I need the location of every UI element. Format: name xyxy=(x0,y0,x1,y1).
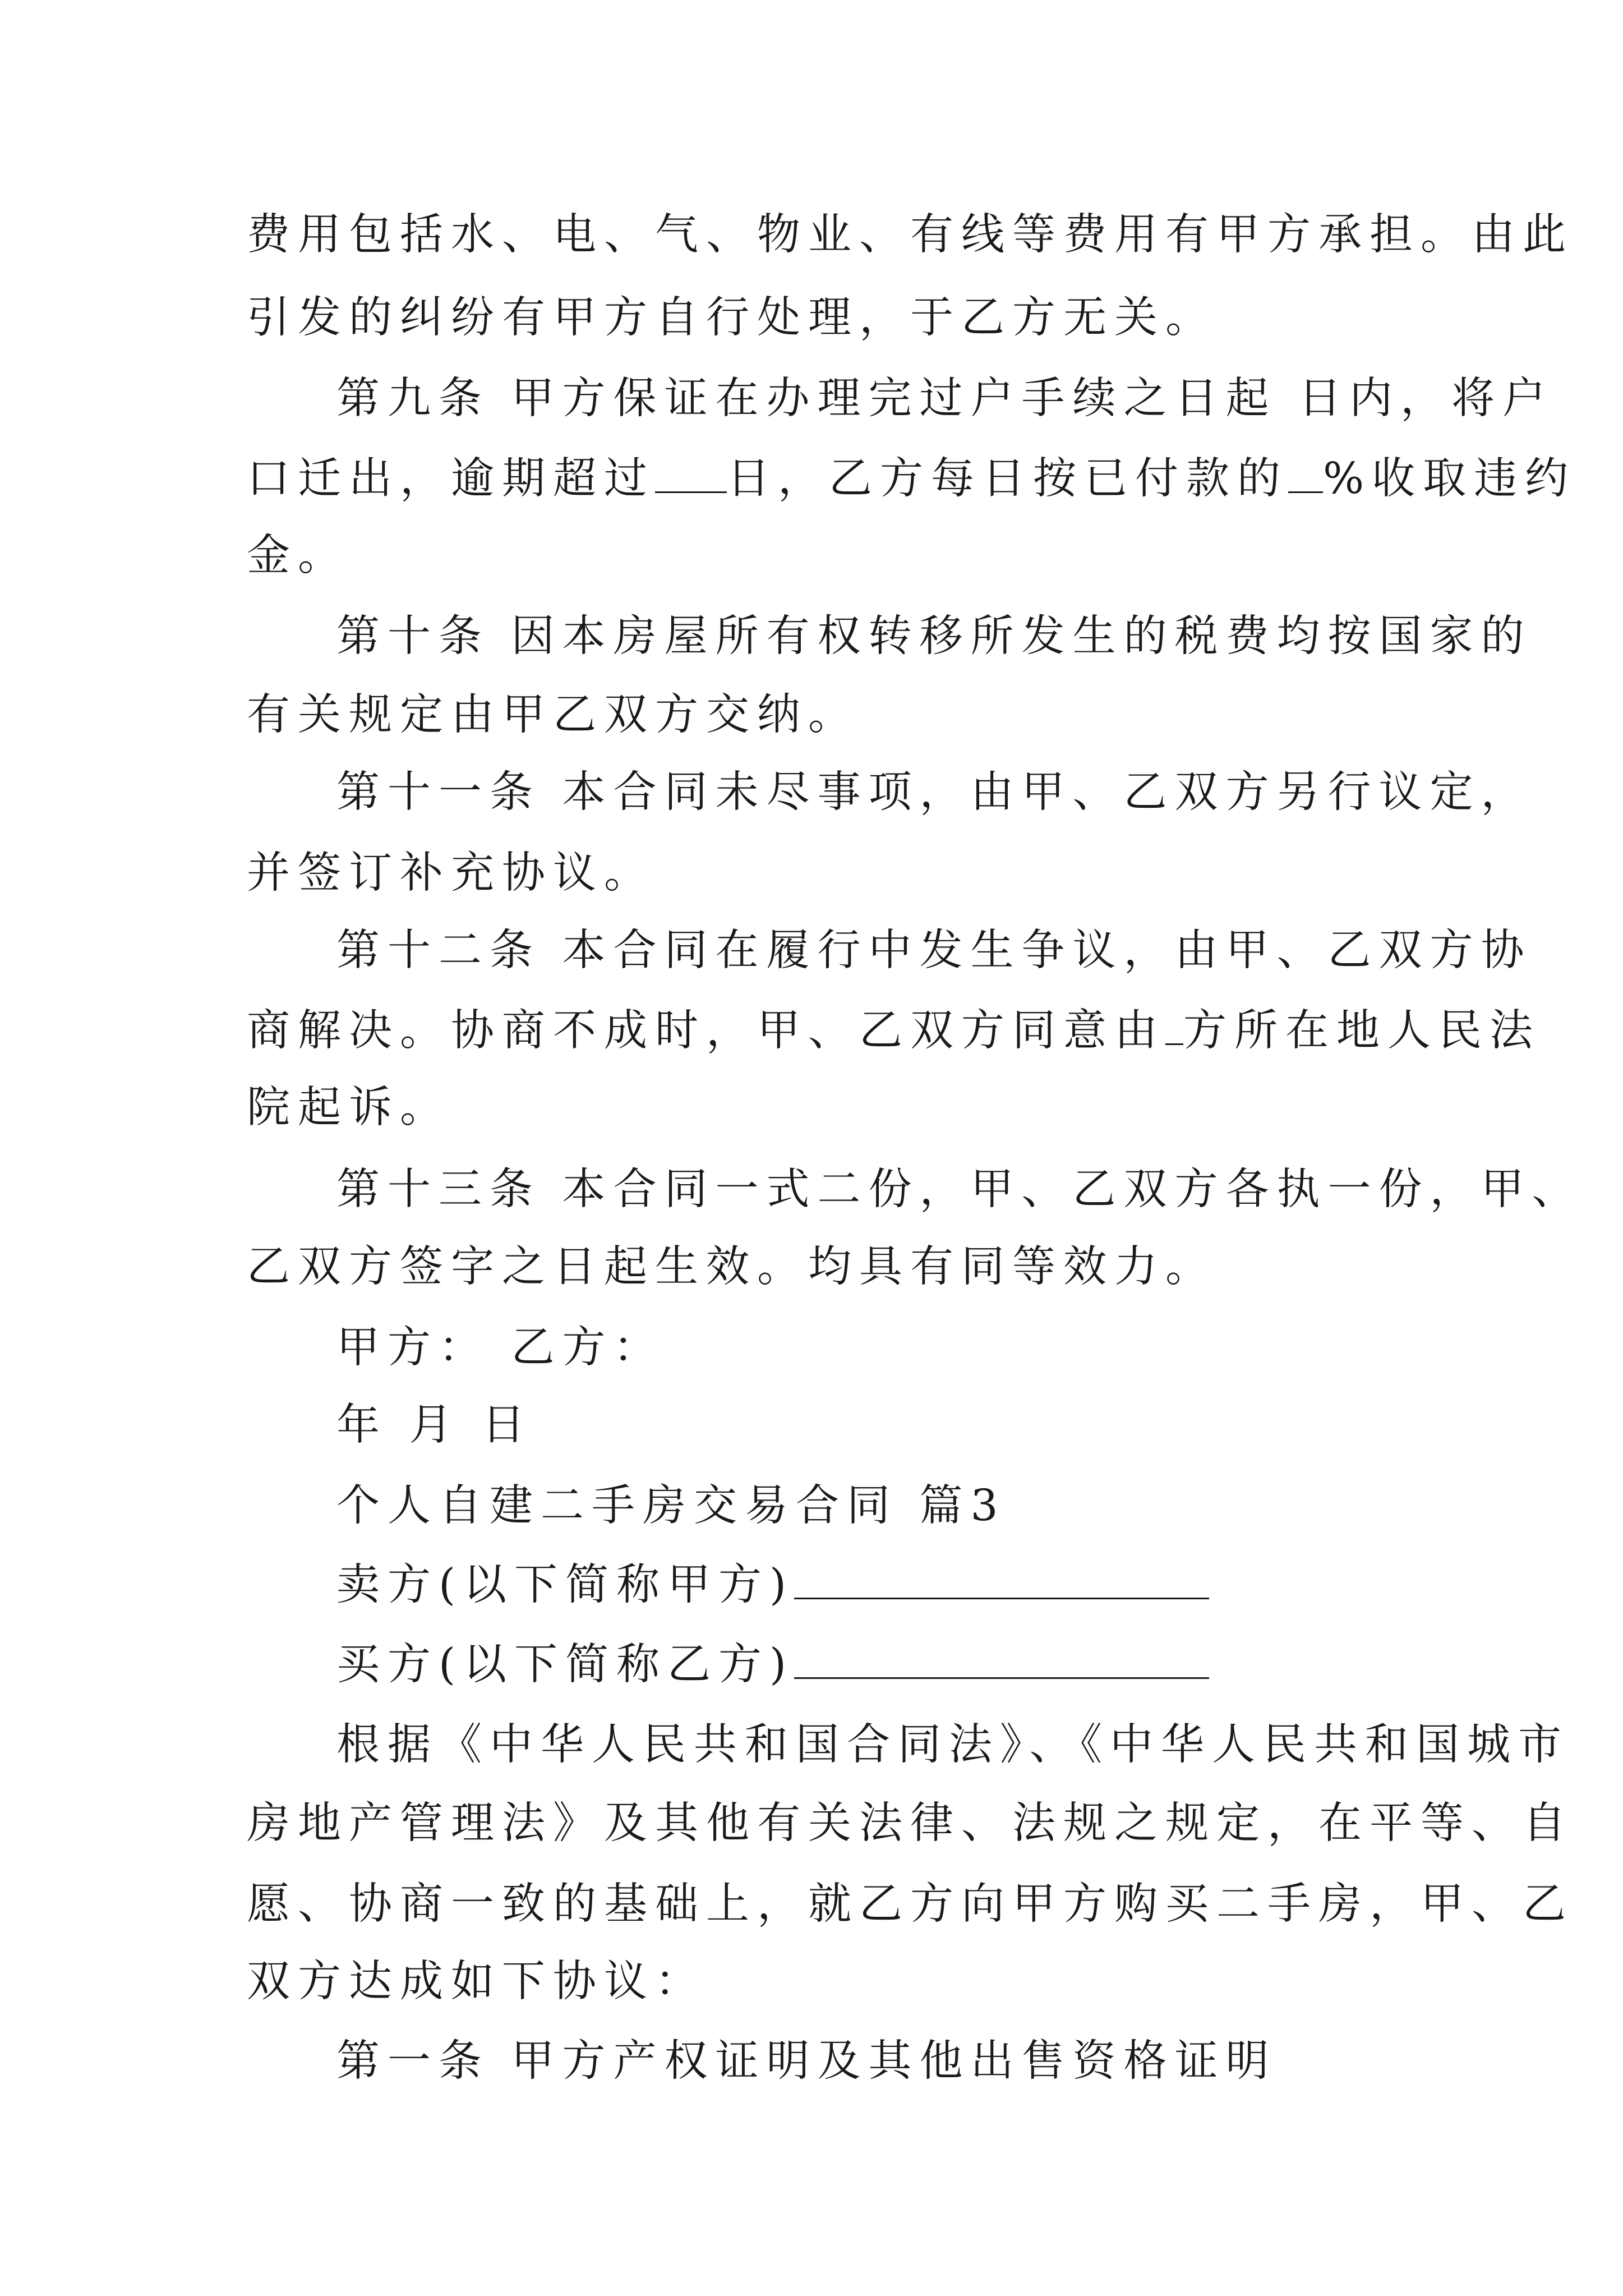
text-segment: 日，乙方每日按已付款的 xyxy=(727,454,1288,504)
article-11-line-1: 第十一条 本合同未尽事项，由甲、乙双方另行议定， xyxy=(336,767,1532,817)
article-9-line-2 xyxy=(247,454,1576,504)
seller-line xyxy=(336,1560,1209,1610)
article-10-line-1: 第十条 因本房屋所有权转移所发生的税费均按国家的 xyxy=(336,611,1532,661)
article-9-line-3: 金。 xyxy=(247,531,349,581)
buyer-line xyxy=(336,1640,1209,1690)
text-segment: 买方(以下简称乙方) xyxy=(336,1640,795,1690)
text-segment: 方所在地人民法 xyxy=(1183,1006,1541,1056)
fill-in-blank xyxy=(794,1641,1209,1679)
article-12-line-3: 院起诉。 xyxy=(247,1083,451,1133)
preamble-line-4: 双方达成如下协议： xyxy=(247,1957,706,2007)
text-line: 引发的纠纷有甲方自行处理，于乙方无关。 xyxy=(247,293,1216,343)
preamble-line-2: 房地产管理法》及其他有关法律、法规之规定，在平等、自 xyxy=(247,1798,1574,1848)
fill-in-blank xyxy=(655,455,727,493)
article-12-line-2 xyxy=(247,1006,1541,1056)
article-9-line-1: 第九条 甲方保证在办理完过户手续之日起 日内，将户 xyxy=(336,374,1553,424)
article-13-line-1: 第十三条 本合同一式二份，甲、乙双方各执一份，甲、 xyxy=(336,1165,1583,1214)
text-line: 费用包括水、电、气、物业、有线等费用有甲方承担。由此 xyxy=(247,210,1574,260)
fill-in-blank xyxy=(794,1562,1209,1599)
article-1-heading: 第一条 甲方产权证明及其他出售资格证明 xyxy=(336,2036,1277,2086)
text-segment: 卖方(以下简称甲方) xyxy=(336,1560,795,1610)
preamble-line-3: 愿、协商一致的基础上，就乙方向甲方购买二手房，甲、乙 xyxy=(247,1879,1574,1929)
signature-parties: 甲方： 乙方： xyxy=(336,1323,665,1373)
text-segment: 口迁出，逾期超过 xyxy=(247,454,655,504)
signature-date: 年 月 日 xyxy=(336,1400,533,1450)
article-11-line-2: 并签订补充协议。 xyxy=(247,848,655,898)
preamble-line-1: 根据《中华人民共和国合同法》、《中华人民共和国城市 xyxy=(336,1720,1569,1770)
fill-in-blank xyxy=(1288,455,1323,493)
text-segment: 商解决。协商不成时，甲、乙双方同意由 xyxy=(247,1006,1165,1056)
article-10-line-2: 有关规定由甲乙双方交纳。 xyxy=(247,690,859,740)
article-13-line-2: 乙双方签字之日起生效。均具有同等效力。 xyxy=(247,1242,1216,1292)
article-12-line-1: 第十二条 本合同在履行中发生争议，由甲、乙双方协 xyxy=(336,926,1532,976)
fill-in-blank xyxy=(1165,1007,1183,1045)
text-segment: %收取违约 xyxy=(1323,454,1576,504)
section-heading: 个人自建二手房交易合同 篇3 xyxy=(336,1481,1006,1531)
